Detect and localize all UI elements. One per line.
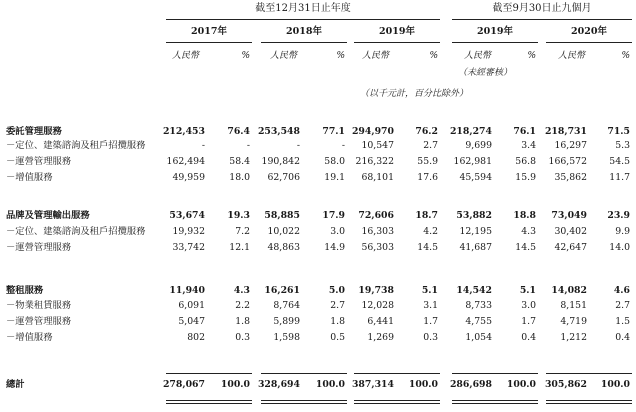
- amount-cell: 802: [187, 332, 205, 343]
- unit-label: 人民幣: [362, 51, 390, 61]
- amount-cell: 16,261: [264, 285, 300, 296]
- year-rule-2019-nine-months: [452, 42, 538, 43]
- amount-cell: -: [296, 140, 300, 151]
- amount-cell: 9,699: [465, 140, 492, 151]
- row-label: －增值服務: [6, 332, 53, 343]
- row-label: 總計: [6, 379, 25, 390]
- percent-cell: 14.0: [609, 242, 630, 253]
- amount-cell: 68,101: [361, 172, 394, 183]
- percent-cell: 18.0: [229, 172, 250, 183]
- amount-cell: 16,297: [554, 140, 587, 151]
- percent-cell: 17.6: [417, 172, 438, 183]
- amount-cell: 62,706: [267, 172, 300, 183]
- amount-cell: 73,049: [551, 210, 587, 221]
- percent-cell: 5.0: [328, 285, 345, 296]
- percent-cell: 23.9: [607, 210, 630, 221]
- total-double-rule: [261, 400, 347, 404]
- amount-cell: 5,047: [178, 316, 205, 327]
- percent-cell: 4.3: [233, 285, 250, 296]
- amount-cell: 1,269: [367, 332, 394, 343]
- percent-cell: 1.7: [423, 316, 438, 327]
- header-full-year: 截至12月31日止年度: [255, 3, 351, 14]
- unit-label: 人民幣: [464, 51, 492, 61]
- unit-label: 人民幣: [270, 51, 298, 61]
- percent-cell: 12.1: [229, 242, 250, 253]
- amount-cell: 212,453: [162, 126, 205, 137]
- percent-cell: 0.3: [423, 332, 438, 343]
- percent-cell: 19.3: [227, 210, 250, 221]
- amount-cell: 218,274: [449, 126, 492, 137]
- row-label: －運營管理服務: [6, 156, 72, 167]
- amount-cell: 190,842: [261, 156, 300, 167]
- subtotal-rule: [354, 373, 440, 374]
- amount-cell: 30,402: [554, 226, 587, 237]
- amount-cell: 6,441: [367, 316, 394, 327]
- percent-cell: 76.2: [415, 126, 438, 137]
- percent-cell: 11.7: [609, 172, 630, 183]
- amount-cell: 11,940: [169, 285, 205, 296]
- amount-cell: 216,322: [355, 156, 394, 167]
- percent-cell: -: [341, 140, 345, 151]
- percent-cell: 18.7: [415, 210, 438, 221]
- row-label: 整租服務: [6, 285, 44, 296]
- amount-cell: 72,606: [358, 210, 394, 221]
- year-rule-2019: [354, 42, 440, 43]
- amount-cell: 14,542: [456, 285, 492, 296]
- year-rule-2020-nine-months: [546, 42, 632, 43]
- percent-cell: 100.0: [220, 379, 250, 390]
- percent-cell: 58.0: [324, 156, 345, 167]
- row-label: 委託管理服務: [6, 126, 62, 137]
- amount-cell: 19,932: [172, 226, 205, 237]
- amount-cell: 33,742: [172, 242, 205, 253]
- amount-cell: 328,694: [257, 379, 300, 390]
- thousand-note: （以千元計，百分比除外）: [360, 89, 469, 99]
- amount-cell: 42,647: [554, 242, 587, 253]
- amount-cell: 4,755: [465, 316, 492, 327]
- percent-cell: 58.4: [229, 156, 250, 167]
- year-2019-nine-months: 2019年: [477, 26, 513, 37]
- percent-cell: 0.3: [235, 332, 250, 343]
- percent-cell: 76.1: [513, 126, 536, 137]
- percent-cell: 3.0: [330, 226, 345, 237]
- amount-cell: 6,091: [178, 300, 205, 311]
- amount-cell: 294,970: [351, 126, 394, 137]
- amount-cell: -: [201, 140, 205, 151]
- header-nine-months-rule: [452, 19, 632, 20]
- amount-cell: 45,594: [459, 172, 492, 183]
- year-2018: 2018年: [286, 26, 322, 37]
- percent-cell: 4.2: [423, 226, 438, 237]
- row-label: －運營管理服務: [6, 316, 72, 327]
- year-2019: 2019年: [379, 26, 415, 37]
- header-nine-months: 截至9月30日止九個月: [492, 3, 592, 14]
- amount-cell: 10,022: [267, 226, 300, 237]
- amount-cell: 49,959: [172, 172, 205, 183]
- amount-cell: 41,687: [459, 242, 492, 253]
- amount-cell: 1,054: [465, 332, 492, 343]
- percent-cell: 14.5: [515, 242, 536, 253]
- percent-cell: 14.9: [324, 242, 345, 253]
- amount-cell: 5,899: [273, 316, 300, 327]
- year-rule-2018: [261, 42, 347, 43]
- amount-cell: 162,494: [166, 156, 205, 167]
- amount-cell: 12,195: [459, 226, 492, 237]
- amount-cell: 8,151: [560, 300, 587, 311]
- amount-cell: 10,547: [361, 140, 394, 151]
- amount-cell: 4,719: [560, 316, 587, 327]
- percent-cell: 100.0: [600, 379, 630, 390]
- percent-cell: 2.2: [235, 300, 250, 311]
- percent-cell: 5.3: [615, 140, 630, 151]
- year-rule-2017: [166, 42, 252, 43]
- amount-cell: 387,314: [351, 379, 394, 390]
- subtotal-rule: [452, 373, 538, 374]
- percent-cell: 1.8: [235, 316, 250, 327]
- row-label: －物業租賃服務: [6, 300, 72, 311]
- percent-cell: 0.4: [521, 332, 536, 343]
- amount-cell: 8,764: [273, 300, 300, 311]
- row-label: －定位、建築諮詢及租戶招攬服務: [6, 226, 146, 237]
- percent-cell: 4.3: [521, 226, 536, 237]
- amount-cell: 53,882: [456, 210, 492, 221]
- unit-label: 人民幣: [558, 51, 586, 61]
- amount-cell: 12,028: [361, 300, 394, 311]
- year-2017: 2017年: [191, 26, 227, 37]
- amount-cell: 162,981: [453, 156, 492, 167]
- percent-cell: 5.1: [421, 285, 438, 296]
- amount-cell: 56,303: [361, 242, 394, 253]
- unaudited-note: （未經審核）: [458, 68, 513, 78]
- percent-cell: 77.1: [322, 126, 345, 137]
- pct-label: %: [429, 51, 438, 61]
- amount-cell: 16,303: [361, 226, 394, 237]
- total-double-rule: [546, 400, 632, 404]
- total-double-rule: [452, 400, 538, 404]
- percent-cell: 14.5: [417, 242, 438, 253]
- total-double-rule: [354, 400, 440, 404]
- percent-cell: 3.1: [423, 300, 438, 311]
- percent-cell: 56.8: [515, 156, 536, 167]
- total-double-rule: [166, 400, 252, 404]
- subtotal-rule: [546, 373, 632, 374]
- pct-label: %: [527, 51, 536, 61]
- amount-cell: 1,212: [560, 332, 587, 343]
- percent-cell: 100.0: [506, 379, 536, 390]
- amount-cell: 253,548: [257, 126, 300, 137]
- subtotal-rule: [166, 373, 252, 374]
- percent-cell: 7.2: [235, 226, 250, 237]
- amount-cell: 35,862: [554, 172, 587, 183]
- pct-label: %: [241, 51, 250, 61]
- amount-cell: 19,738: [358, 285, 394, 296]
- row-label: －運營管理服務: [6, 242, 72, 253]
- row-label: －定位、建築諮詢及租戶招攬服務: [6, 140, 146, 151]
- percent-cell: 4.6: [613, 285, 630, 296]
- percent-cell: 5.1: [519, 285, 536, 296]
- amount-cell: 14,082: [551, 285, 587, 296]
- percent-cell: 15.9: [515, 172, 536, 183]
- unit-label: 人民幣: [172, 51, 200, 61]
- amount-cell: 58,885: [264, 210, 300, 221]
- amount-cell: 53,674: [169, 210, 205, 221]
- percent-cell: 2.7: [423, 140, 438, 151]
- percent-cell: 0.4: [615, 332, 630, 343]
- subtotal-rule: [261, 373, 347, 374]
- percent-cell: 1.5: [615, 316, 630, 327]
- percent-cell: 17.9: [322, 210, 345, 221]
- year-2020-nine-months: 2020年: [571, 26, 607, 37]
- percent-cell: -: [246, 140, 250, 151]
- amount-cell: 8,733: [465, 300, 492, 311]
- percent-cell: 54.5: [609, 156, 630, 167]
- percent-cell: 71.5: [607, 126, 630, 137]
- pct-label: %: [336, 51, 345, 61]
- percent-cell: 1.7: [521, 316, 536, 327]
- amount-cell: 1,598: [273, 332, 300, 343]
- amount-cell: 166,572: [548, 156, 587, 167]
- percent-cell: 76.4: [227, 126, 250, 137]
- amount-cell: 278,067: [162, 379, 205, 390]
- percent-cell: 55.9: [417, 156, 438, 167]
- percent-cell: 2.7: [330, 300, 345, 311]
- percent-cell: 9.9: [615, 226, 630, 237]
- row-label: －增值服務: [6, 172, 53, 183]
- percent-cell: 18.8: [513, 210, 536, 221]
- pct-label: %: [621, 51, 630, 61]
- amount-cell: 48,863: [267, 242, 300, 253]
- header-full-year-rule: [166, 19, 440, 20]
- amount-cell: 286,698: [449, 379, 492, 390]
- amount-cell: 305,862: [544, 379, 587, 390]
- percent-cell: 100.0: [408, 379, 438, 390]
- percent-cell: 3.4: [521, 140, 536, 151]
- percent-cell: 19.1: [324, 172, 345, 183]
- percent-cell: 3.0: [521, 300, 536, 311]
- percent-cell: 1.8: [330, 316, 345, 327]
- amount-cell: 218,731: [544, 126, 587, 137]
- percent-cell: 0.5: [330, 332, 345, 343]
- percent-cell: 2.7: [615, 300, 630, 311]
- row-label: 品牌及管理輸出服務: [6, 210, 90, 221]
- percent-cell: 100.0: [315, 379, 345, 390]
